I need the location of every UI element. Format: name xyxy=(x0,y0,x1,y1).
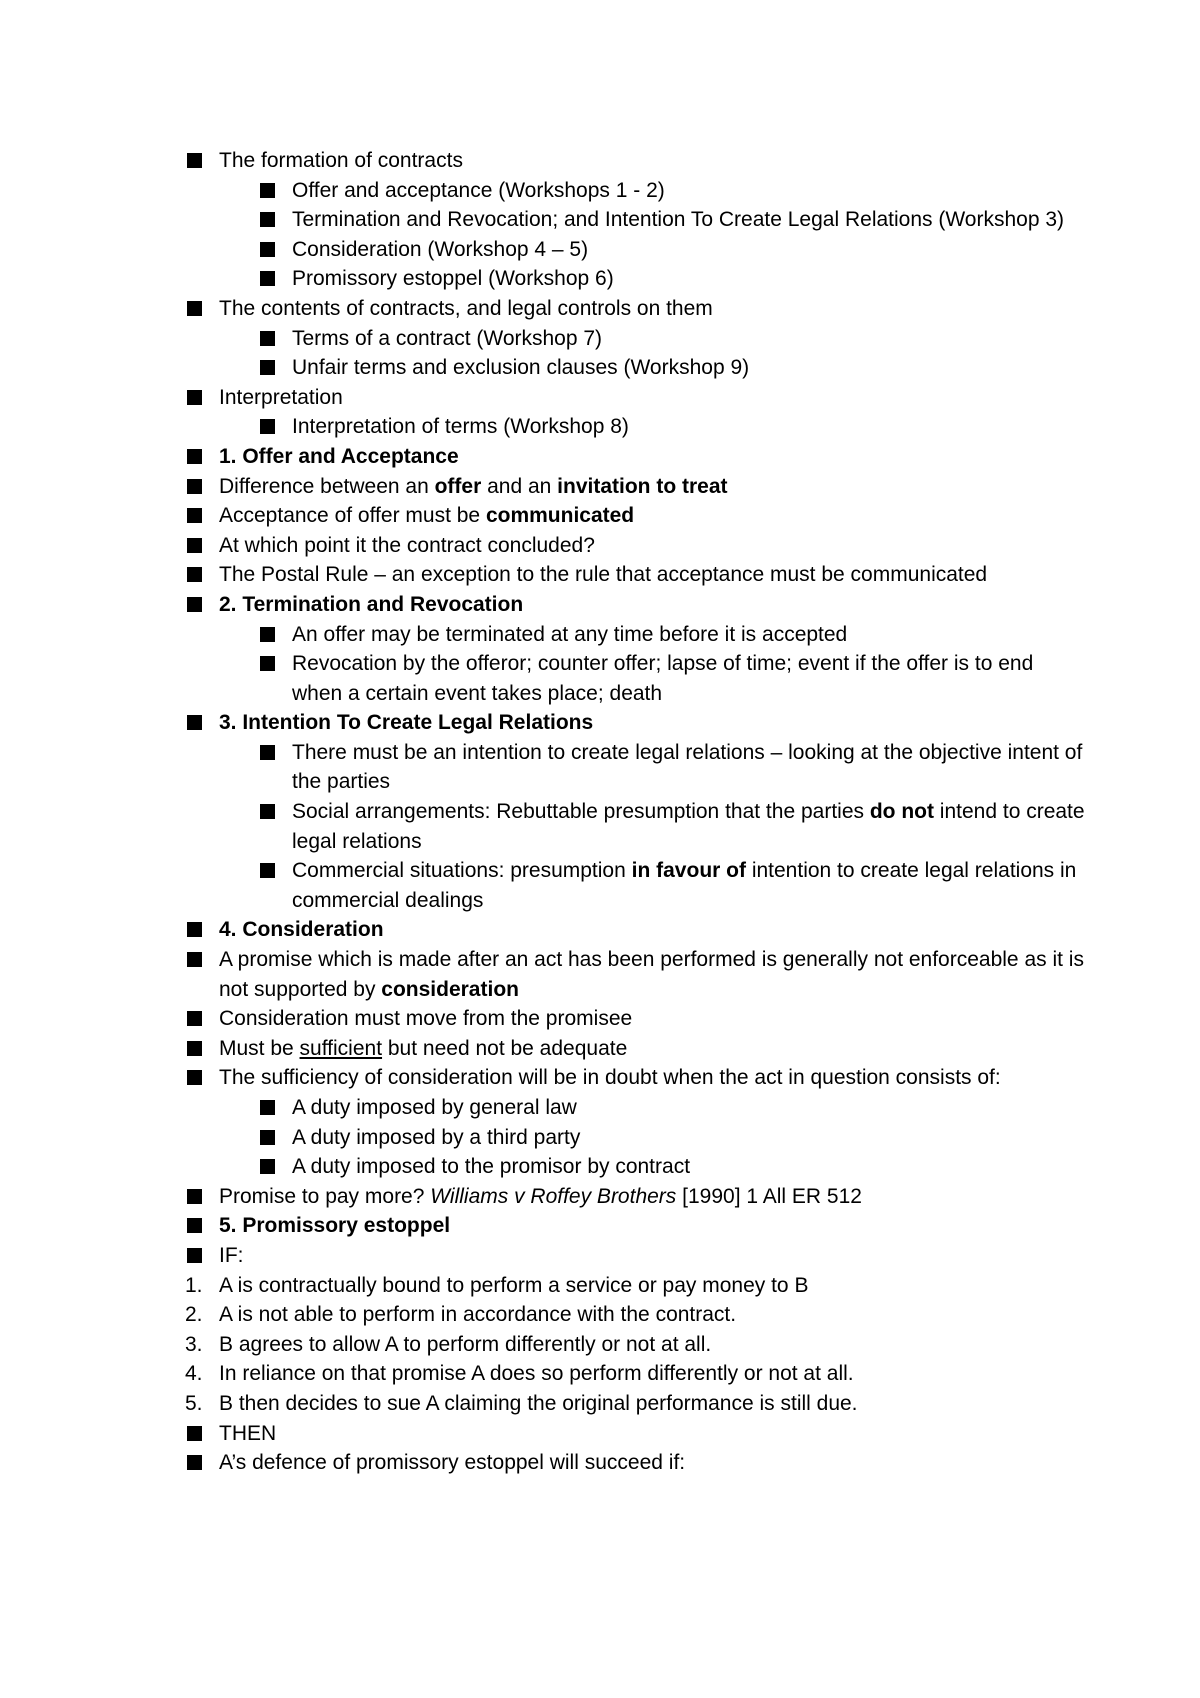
square-bullet-icon xyxy=(187,301,202,316)
square-bullet-icon xyxy=(260,242,275,257)
item-text: Offer and acceptance (Workshops 1 - 2) xyxy=(292,178,665,202)
list-item xyxy=(260,176,1087,206)
underlined-text: sufficient xyxy=(299,1036,383,1060)
square-bullet-icon xyxy=(260,627,275,642)
item-text: THEN xyxy=(219,1421,277,1445)
square-bullet-icon xyxy=(260,1130,275,1145)
text-run: Acceptance of offer must be xyxy=(219,504,486,528)
item-text: There must be an intention to create legal relations – looking at the objective intent of the parties xyxy=(292,740,1083,794)
list-item xyxy=(187,501,1087,531)
item-text: An offer may be terminated at any time before it is accepted xyxy=(292,622,848,646)
item-text: The Postal Rule – an exception to the rule that acceptance must be communicated xyxy=(219,563,988,587)
square-bullet-icon xyxy=(187,538,202,553)
item-number: 1. xyxy=(185,1273,203,1297)
list-item xyxy=(187,1448,1087,1478)
list-item xyxy=(187,531,1087,561)
section-heading xyxy=(187,915,1087,945)
item-text: The sufficiency of consideration will be in doubt when the act in question consists of: xyxy=(219,1066,1001,1090)
item-text: Terms of a contract (Workshop 7) xyxy=(292,326,603,350)
list-item xyxy=(187,945,1087,1004)
numbered-item xyxy=(187,1271,1087,1301)
square-bullet-icon xyxy=(187,1426,202,1441)
numbered-item xyxy=(187,1359,1087,1389)
bold-text: communicated xyxy=(485,504,635,528)
text-run: Social arrangements: Rebuttable presumption that the parties xyxy=(292,800,870,824)
square-bullet-icon xyxy=(260,183,275,198)
section-heading xyxy=(187,590,1087,620)
item-text: Unfair terms and exclusion clauses (Workshop 9) xyxy=(292,356,750,380)
item-text: Interpretation of terms (Workshop 8) xyxy=(292,415,629,439)
list-item xyxy=(260,1093,1087,1123)
numbered-item xyxy=(187,1389,1087,1419)
heading-text: 3. Intention To Create Legal Relations xyxy=(219,711,594,735)
square-bullet-icon xyxy=(187,153,202,168)
text-run: Commercial situations: presumption xyxy=(292,859,632,883)
list-item xyxy=(187,1241,1087,1271)
list-item xyxy=(187,1004,1087,1034)
item-number: 5. xyxy=(185,1391,203,1415)
heading-text: 4. Consideration xyxy=(219,918,384,942)
square-bullet-icon xyxy=(187,567,202,582)
text-run: Promise to pay more? xyxy=(219,1184,431,1208)
list-item xyxy=(187,383,1087,413)
item-text: Promissory estoppel (Workshop 6) xyxy=(292,267,614,291)
bold-text: consideration xyxy=(381,977,519,1001)
item-text: A is contractually bound to perform a service or pay money to B xyxy=(219,1273,809,1297)
section-heading xyxy=(187,1211,1087,1241)
heading-text: 1. Offer and Acceptance xyxy=(219,444,459,468)
square-bullet-icon xyxy=(187,390,202,405)
square-bullet-icon xyxy=(187,952,202,967)
item-text: A duty imposed by general law xyxy=(292,1096,577,1119)
square-bullet-icon xyxy=(260,212,275,227)
square-bullet-icon xyxy=(187,1070,202,1085)
item-number: 4. xyxy=(185,1362,203,1386)
square-bullet-icon xyxy=(260,863,275,878)
numbered-item xyxy=(187,1330,1087,1360)
bold-text: do not xyxy=(869,800,934,824)
text-run: Must be xyxy=(219,1036,300,1060)
square-bullet-icon xyxy=(260,656,275,671)
square-bullet-icon xyxy=(187,449,202,464)
list-item xyxy=(187,1063,1087,1093)
item-text: Consideration (Workshop 4 – 5) xyxy=(292,237,589,261)
item-text: A is not able to perform in accordance with the contract. xyxy=(219,1303,737,1327)
list-item xyxy=(260,649,1087,708)
square-bullet-icon xyxy=(187,597,202,612)
square-bullet-icon xyxy=(260,1159,275,1174)
list-item xyxy=(260,620,1087,650)
item-text: The formation of contracts xyxy=(219,149,463,172)
square-bullet-icon xyxy=(187,508,202,523)
heading-text: 2. Termination and Revocation xyxy=(219,592,524,616)
list-item xyxy=(260,264,1087,294)
item-number: 3. xyxy=(185,1332,203,1356)
item-text: Consideration must move from the promisee xyxy=(219,1007,633,1031)
text-run: [1990] 1 All ER 512 xyxy=(676,1184,862,1208)
text-run: intend to create legal relations xyxy=(292,800,1085,853)
square-bullet-icon xyxy=(187,479,202,494)
list-item xyxy=(187,1419,1087,1449)
list-item xyxy=(260,738,1087,797)
square-bullet-icon xyxy=(187,1189,202,1204)
item-text: A duty imposed to the promisor by contract xyxy=(292,1155,691,1179)
list-item xyxy=(187,146,1087,176)
item-text: Termination and Revocation; and Intention To Create Legal Relations (Workshop 3) xyxy=(292,208,1065,232)
square-bullet-icon xyxy=(187,1041,202,1056)
text-run: Difference between an xyxy=(219,474,435,498)
text-run: and an xyxy=(481,474,558,498)
item-text: A duty imposed by a third party xyxy=(292,1125,581,1149)
list-item xyxy=(187,472,1087,502)
square-bullet-icon xyxy=(260,360,275,375)
square-bullet-icon xyxy=(260,271,275,286)
item-text: B agrees to allow A to perform differently or not at all. xyxy=(219,1332,712,1356)
list-item xyxy=(260,412,1087,442)
list-item xyxy=(260,1123,1087,1153)
square-bullet-icon xyxy=(187,922,202,937)
item-text: IF: xyxy=(219,1243,244,1267)
section-heading xyxy=(187,708,1087,738)
text-run: A promise which is made after an act has been performed is generally not enforceable as it is not supported by xyxy=(219,948,1084,1001)
list-item xyxy=(187,1182,1087,1212)
square-bullet-icon xyxy=(260,419,275,434)
square-bullet-icon xyxy=(187,1011,202,1026)
square-bullet-icon xyxy=(260,804,275,819)
list-item xyxy=(187,1034,1087,1064)
heading-text: 5. Promissory estoppel xyxy=(219,1214,451,1238)
list-item xyxy=(187,560,1087,590)
numbered-item xyxy=(187,1300,1087,1330)
list-item xyxy=(260,324,1087,354)
list-item xyxy=(260,797,1087,856)
case-name: Williams v Roffey Brothers xyxy=(430,1184,677,1208)
document-body xyxy=(187,146,1087,1478)
list-item xyxy=(187,294,1087,324)
square-bullet-icon xyxy=(187,715,202,730)
bold-text: offer xyxy=(434,474,482,498)
list-item xyxy=(260,856,1087,915)
list-item xyxy=(260,205,1087,235)
item-text: B then decides to sue A claiming the original performance is still due. xyxy=(219,1391,858,1415)
square-bullet-icon xyxy=(187,1248,202,1263)
square-bullet-icon xyxy=(260,745,275,760)
item-text: Interpretation xyxy=(219,385,343,409)
item-text: A’s defence of promissory estoppel will succeed if: xyxy=(219,1451,686,1475)
item-text: Revocation by the offeror; counter offer; lapse of time; event if the offer is to end when a certain event takes place; death xyxy=(292,652,1034,705)
list-item xyxy=(260,353,1087,383)
list-item xyxy=(260,235,1087,265)
text-run: but need not be adequate xyxy=(382,1036,628,1060)
square-bullet-icon xyxy=(187,1455,202,1470)
square-bullet-icon xyxy=(260,1100,275,1115)
square-bullet-icon xyxy=(187,1218,202,1233)
bold-text: in favour of xyxy=(631,859,746,883)
item-text: In reliance on that promise A does so perform differently or not at all. xyxy=(219,1362,854,1386)
item-text: The contents of contracts, and legal controls on them xyxy=(219,296,713,320)
text-run: intention to create legal relations in commercial dealings xyxy=(292,859,1077,912)
list-item xyxy=(260,1152,1087,1182)
bold-text: invitation to treat xyxy=(557,474,728,498)
square-bullet-icon xyxy=(260,331,275,346)
section-heading xyxy=(187,442,1087,472)
item-text: At which point it the contract concluded? xyxy=(219,533,595,557)
item-number: 2. xyxy=(185,1303,203,1327)
